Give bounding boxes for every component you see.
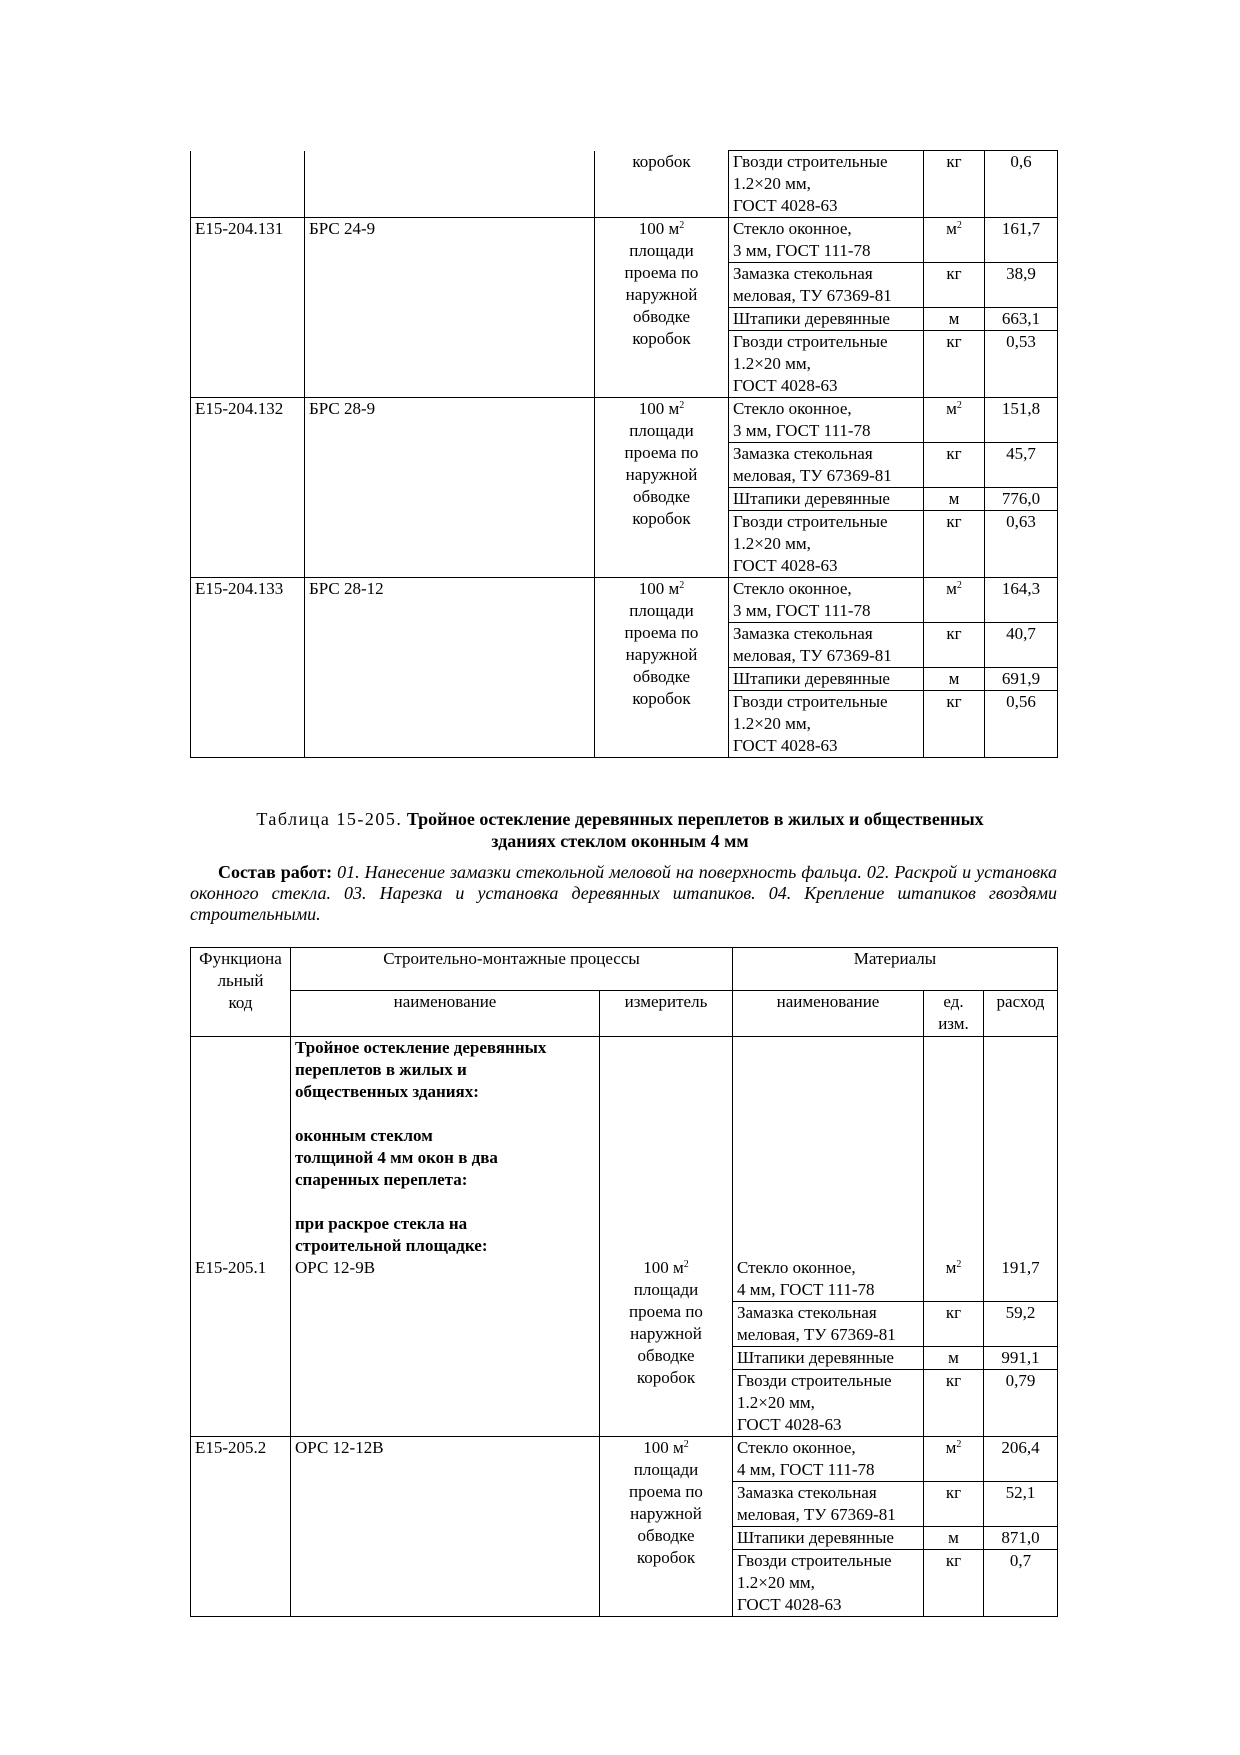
measure-head: 100 $м^2$ <box>643 1438 689 1457</box>
code-cell: Е15-205.2 <box>191 1437 291 1617</box>
header-material-name: наименование <box>733 991 924 1037</box>
unit-cell <box>924 1482 984 1527</box>
measure-cell <box>595 398 729 578</box>
consumption-cell: 0,63 <box>985 511 1058 578</box>
measure-line: площади <box>629 241 694 260</box>
header-consumption: расход <box>984 991 1058 1037</box>
header-materials: Материалы <box>733 948 1058 991</box>
consumption-cell: 161,7 <box>985 218 1058 263</box>
material-name-line: ГОСТ 4028-63 <box>737 1415 842 1434</box>
unit-cell <box>924 443 985 488</box>
composition-lead: Состав работ: <box>218 862 333 882</box>
material-name-cell <box>729 398 924 443</box>
unit-text: м <box>946 579 957 598</box>
subheading-line: строительной площадке: <box>295 1236 488 1255</box>
section-heading-line: переплетов в жилых и <box>295 1060 467 1079</box>
measure-head: 100 $м^2$ <box>643 1258 689 1277</box>
subheading-line: оконным стеклом <box>295 1126 433 1145</box>
unit-cell <box>924 151 985 218</box>
unit-text: м <box>946 219 957 238</box>
table-row <box>191 218 1058 263</box>
material-name-line: Замазка стекольная <box>737 1303 877 1322</box>
header-name: наименование <box>291 991 600 1037</box>
material-name-line: Стекло оконное, <box>733 399 852 418</box>
material-name-line: Замазка стекольная <box>733 444 873 463</box>
header-processes: Строительно-монтажные процессы <box>291 948 733 991</box>
section-heading-line: общественных зданиях: <box>295 1082 479 1101</box>
material-name-line: Гвозди строительные <box>733 512 888 531</box>
unit-superscript: 2 <box>956 1439 962 1450</box>
table-row <box>191 151 1058 218</box>
table-caption <box>190 808 1050 852</box>
consumption-cell: 151,8 <box>985 398 1058 443</box>
material-name-cell <box>733 1437 924 1482</box>
material-name-line: ГОСТ 4028-63 <box>733 196 838 215</box>
unit-text: кг <box>946 624 962 643</box>
consumption-cell: 0,79 <box>984 1370 1058 1437</box>
measure-line: коробок <box>636 1368 696 1387</box>
consumption-cell: 52,1 <box>984 1482 1058 1527</box>
material-name-line: 3 мм, ГОСТ 111-78 <box>733 421 871 440</box>
unit-cell <box>924 668 985 691</box>
consumption-cell: 0,56 <box>985 691 1058 758</box>
material-name-cell <box>729 623 924 668</box>
name-cell <box>291 1037 600 1437</box>
consumption-value: 191,7 <box>1001 1258 1040 1277</box>
unit-text: кг <box>945 1371 962 1390</box>
caption-title-2: зданиях стеклом оконным 4 мм <box>491 831 749 851</box>
unit-cell <box>924 578 985 623</box>
consumption-cell: 45,7 <box>985 443 1058 488</box>
measure-line: проема по <box>629 1302 703 1321</box>
header-measure: измеритель <box>600 991 733 1037</box>
unit-cell <box>924 1347 984 1370</box>
material-name-line: 1.2×20 мм, <box>733 354 811 373</box>
consumption-cell <box>984 1037 1058 1302</box>
unit-text: м <box>946 399 957 418</box>
material-name-cell <box>733 1037 924 1302</box>
measure-head: 100 $м^2$ <box>638 579 685 598</box>
measure-cell <box>600 1037 733 1437</box>
material-name-cell <box>733 1370 924 1437</box>
measure-line: площади <box>629 601 694 620</box>
unit-superscript: 2 <box>956 400 962 411</box>
header-row-2 <box>191 991 1058 1037</box>
material-name-line: 4 мм, ГОСТ 111-78 <box>737 1460 875 1479</box>
unit-text: кг <box>945 1483 962 1502</box>
material-name-line: 1.2×20 мм, <box>733 714 811 733</box>
material-name-cell <box>733 1347 924 1370</box>
material-name-cell <box>733 1550 924 1617</box>
measure-line: коробок <box>636 1548 696 1567</box>
unit-text: кг <box>946 444 962 463</box>
material-name-line: ГОСТ 4028-63 <box>733 556 838 575</box>
consumption-cell: 871,0 <box>984 1527 1058 1550</box>
material-name-line: 4 мм, ГОСТ 111-78 <box>737 1280 875 1299</box>
measure-line: обводке <box>632 667 691 686</box>
table-row <box>191 398 1058 443</box>
material-name-line: ГОСТ 4028-63 <box>733 376 838 395</box>
unit-cell <box>924 623 985 668</box>
composition-text: 01. Нанесение замазки стекольной меловой на поверхность фальца. 02. Раскрой и установка оконного стекла. 03. Нарезка и установка деревянных штапиков. 04. Крепление штапиков гвоздями строительными. <box>190 862 1057 924</box>
material-name-line: меловая, ТУ 67369-81 <box>737 1505 896 1524</box>
material-name-line: Штапики деревянные <box>737 1528 894 1547</box>
name-text: ОРС 12-9В <box>295 1258 376 1277</box>
measure-line: обводке <box>632 487 691 506</box>
material-name-line: Замазка стекольная <box>737 1483 877 1502</box>
material-name-cell <box>729 668 924 691</box>
material-name-line: 3 мм, ГОСТ 111-78 <box>733 601 871 620</box>
material-name-cell <box>729 578 924 623</box>
unit-cell <box>924 218 985 263</box>
measure-line: проема по <box>624 443 699 462</box>
measure-head: 100 $м^2$ <box>638 399 685 418</box>
consumption-cell: 206,4 <box>984 1437 1058 1482</box>
measure-line: коробок <box>632 689 691 708</box>
unit-cell <box>924 511 985 578</box>
material-name-line: Стекло оконное, <box>733 579 852 598</box>
table-15-205 <box>190 947 1058 1617</box>
measure-line: наружной <box>630 1504 702 1523</box>
material-name-cell <box>733 1482 924 1527</box>
material-name-cell <box>729 488 924 511</box>
unit-text: м <box>945 1438 957 1457</box>
measure-cell <box>595 218 729 398</box>
unit-text: м <box>948 1528 959 1547</box>
material-name-line: Стекло оконное, <box>737 1438 856 1457</box>
measure-line: проема по <box>624 263 699 282</box>
name-cell: БРС 28-12 <box>305 578 595 758</box>
measure-line: коробок <box>632 329 691 348</box>
caption-title-1: Тройное остекление деревянных переплетов в жилых и общественных <box>406 809 984 829</box>
measure-line: обводке <box>637 1526 695 1545</box>
consumption-cell: 0,6 <box>985 151 1058 218</box>
measure-cell <box>595 578 729 758</box>
measure-line: площади <box>633 1280 699 1299</box>
name-cell: БРС 28-9 <box>305 398 595 578</box>
measure-head: 100 $м^2$ <box>638 219 685 238</box>
material-name-line: Стекло оконное, <box>733 219 852 238</box>
material-name-cell <box>729 331 924 398</box>
consumption-cell: 59,2 <box>984 1302 1058 1347</box>
unit-text: кг <box>946 512 962 531</box>
consumption-cell: 776,0 <box>985 488 1058 511</box>
consumption-cell: 164,3 <box>985 578 1058 623</box>
consumption-cell: 0,53 <box>985 331 1058 398</box>
header-row-1 <box>191 948 1058 991</box>
material-name-line: Гвозди строительные <box>733 692 888 711</box>
material-name-line: Стекло оконное, <box>737 1258 856 1277</box>
subheading-line: спаренных переплета: <box>295 1170 468 1189</box>
unit-superscript: 2 <box>956 220 962 231</box>
material-name-cell <box>729 151 924 218</box>
unit-cell <box>924 263 985 308</box>
material-name-line: Замазка стекольная <box>733 264 873 283</box>
measure-line: обводке <box>632 307 691 326</box>
unit-text: м <box>945 1258 957 1277</box>
material-name-cell <box>733 1527 924 1550</box>
code-cell: Е15-204.131 <box>191 218 305 398</box>
material-name-line: меловая, ТУ 67369-81 <box>737 1325 896 1344</box>
code-text: Е15-205.1 <box>195 1258 267 1277</box>
caption-label: Таблица 15-205. <box>256 809 403 829</box>
unit-cell <box>924 1302 984 1347</box>
code-cell <box>191 151 305 218</box>
consumption-cell: 0,7 <box>984 1550 1058 1617</box>
consumption-cell: 38,9 <box>985 263 1058 308</box>
unit-text: кг <box>946 152 962 171</box>
material-name-line: Гвозди строительные <box>733 332 888 351</box>
material-name-line: меловая, ТУ 67369-81 <box>733 646 892 665</box>
measure-line: площади <box>629 421 694 440</box>
unit-cell <box>924 488 985 511</box>
name-cell: БРС 24-9 <box>305 218 595 398</box>
table-row <box>191 578 1058 623</box>
unit-cell <box>924 1370 984 1437</box>
unit-cell <box>924 331 985 398</box>
material-name-cell <box>729 691 924 758</box>
work-composition <box>190 862 1057 925</box>
measure-line: проема по <box>624 623 699 642</box>
unit-text: м <box>948 309 960 328</box>
unit-cell <box>924 691 985 758</box>
material-name-line: меловая, ТУ 67369-81 <box>733 466 892 485</box>
material-name-line: Штапики деревянные <box>737 1348 894 1367</box>
unit-cell <box>924 1437 984 1482</box>
unit-cell <box>924 1037 984 1302</box>
unit-cell <box>924 1550 984 1617</box>
measure-line: наружной <box>625 285 698 304</box>
section-heading-line: Тройное остекление деревянных <box>295 1038 547 1057</box>
code-cell <box>191 1037 291 1437</box>
consumption-cell: 991,1 <box>984 1347 1058 1370</box>
measure-line: обводке <box>637 1346 695 1365</box>
material-name-cell <box>729 218 924 263</box>
material-name-line: Замазка стекольная <box>733 624 873 643</box>
measure-line: площади <box>633 1460 699 1479</box>
material-name-line: 1.2×20 мм, <box>733 174 811 193</box>
measure-cell: коробок <box>595 151 729 218</box>
material-name-cell <box>729 511 924 578</box>
name-cell: ОРС 12-12В <box>291 1437 600 1617</box>
unit-text: м <box>948 489 960 508</box>
material-name-line: Гвозди строительные <box>733 152 888 171</box>
measure-line: наружной <box>625 465 698 484</box>
unit-text: кг <box>945 1303 962 1322</box>
table-15-204-continuation <box>190 150 1058 758</box>
consumption-cell: 663,1 <box>985 308 1058 331</box>
material-name-line: 1.2×20 мм, <box>737 1393 815 1412</box>
subheading-line: толщиной 4 мм окон в два <box>295 1148 498 1167</box>
measure-line: наружной <box>625 645 698 664</box>
material-name-line: Штапики деревянные <box>733 669 890 688</box>
material-name-cell <box>729 443 924 488</box>
material-name-cell <box>729 263 924 308</box>
unit-cell <box>924 398 985 443</box>
unit-text: м <box>948 1348 959 1367</box>
table-row <box>191 1437 1058 1482</box>
code-cell: Е15-204.133 <box>191 578 305 758</box>
material-name-line: ГОСТ 4028-63 <box>733 736 838 755</box>
measure-line: проема по <box>629 1482 703 1501</box>
subheading-line: при раскрое стекла на <box>295 1214 468 1233</box>
material-name-line: 1.2×20 мм, <box>733 534 811 553</box>
unit-text: кг <box>946 692 962 711</box>
material-name-line: 1.2×20 мм, <box>737 1573 815 1592</box>
material-name-line: Гвозди строительные <box>737 1371 892 1390</box>
unit-text: кг <box>946 332 962 351</box>
table-row <box>191 1037 1058 1302</box>
material-name-line: ГОСТ 4028-63 <box>737 1595 842 1614</box>
unit-text: кг <box>945 1551 962 1570</box>
material-name-line: 3 мм, ГОСТ 111-78 <box>733 241 871 260</box>
header-unit: ед. изм. <box>924 991 984 1037</box>
unit-cell <box>924 1527 984 1550</box>
consumption-cell: 691,9 <box>985 668 1058 691</box>
material-name-line: Штапики деревянные <box>733 309 890 328</box>
material-name-cell <box>729 308 924 331</box>
material-name-line: меловая, ТУ 67369-81 <box>733 286 892 305</box>
unit-cell <box>924 308 985 331</box>
unit-superscript: 2 <box>956 1259 962 1270</box>
consumption-cell: 40,7 <box>985 623 1058 668</box>
header-func-code: Функциона льный код <box>191 948 291 1037</box>
material-name-cell <box>733 1302 924 1347</box>
unit-superscript: 2 <box>956 580 962 591</box>
unit-text: кг <box>946 264 962 283</box>
material-name-line: Гвозди строительные <box>737 1551 892 1570</box>
material-name-line: Штапики деревянные <box>733 489 890 508</box>
unit-text: м <box>948 669 960 688</box>
measure-line: коробок <box>632 509 691 528</box>
name-cell <box>305 151 595 218</box>
measure-cell <box>600 1437 733 1617</box>
code-cell: Е15-204.132 <box>191 398 305 578</box>
measure-line: наружной <box>630 1324 702 1343</box>
